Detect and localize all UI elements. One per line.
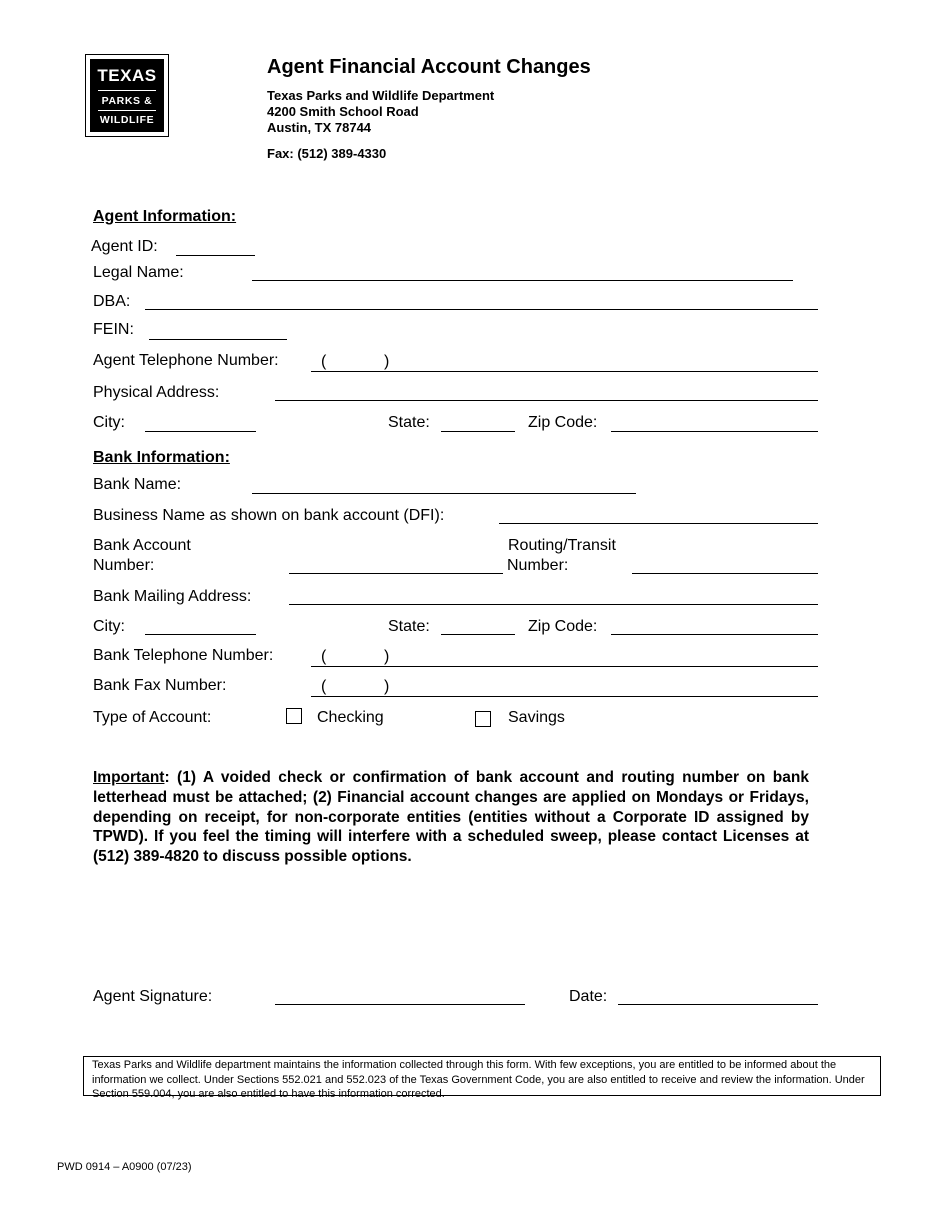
bank-fax-paren-close: ): [384, 678, 390, 695]
bank-city-label: City:: [93, 618, 125, 635]
agent-state-field[interactable]: [441, 431, 515, 432]
bank-city-field[interactable]: [145, 634, 256, 635]
account-type-label: Type of Account:: [93, 709, 212, 726]
city-state-zip: Austin, TX 78744: [267, 120, 372, 135]
bank-account-label-line1: Bank Account: [93, 537, 191, 554]
checking-label: Checking: [317, 709, 384, 726]
agent-phone-paren-close: ): [384, 353, 390, 370]
business-name-label: Business Name as shown on bank account (DFI):: [93, 507, 445, 524]
bank-info-heading: Bank Information:: [93, 449, 230, 466]
logo-rule: [98, 110, 156, 111]
agent-phone-paren-open: (: [321, 353, 327, 370]
bank-state-field[interactable]: [441, 634, 515, 635]
bank-mailing-address-field[interactable]: [289, 604, 818, 605]
bank-telephone-field[interactable]: [311, 666, 818, 667]
fein-field[interactable]: [149, 339, 287, 340]
logo-texas-text: TEXAS: [97, 66, 157, 85]
agent-city-label: City:: [93, 414, 125, 431]
bank-account-label-line2: Number:: [93, 557, 155, 574]
signature-date-field[interactable]: [618, 1004, 818, 1005]
important-text: : (1) A voided check or confirmation of bank account and routing number on bank letterhead must be attached; (2) Financial account changes are applied on Mondays or Fridays, depending on receipt, for non-corporate entities (entities without a Corporate ID assigned by TPWD). If you feel the timing will interfere with a scheduled sweep, please contact Licenses at (512) 389-4820 to discuss possible options.: [93, 769, 809, 866]
bank-name-label: Bank Name:: [93, 476, 182, 493]
logo-parks-text: PARKS &: [101, 95, 153, 107]
logo-wildlife-text: WILDLIFE: [99, 114, 155, 126]
routing-number-field[interactable]: [632, 573, 818, 574]
routing-label-line2: Number:: [507, 557, 569, 574]
bank-fax-paren-open: (: [321, 678, 327, 695]
fax-number: Fax: (512) 389-4330: [267, 146, 387, 161]
signature-date-label: Date:: [569, 988, 608, 1005]
bank-mailing-address-label: Bank Mailing Address:: [93, 588, 252, 605]
bank-state-label: State:: [388, 618, 430, 635]
physical-address-label: Physical Address:: [93, 384, 220, 401]
important-notice: [93, 768, 809, 867]
bank-zip-field[interactable]: [611, 634, 818, 635]
savings-label: Savings: [508, 709, 565, 726]
important-label: Important: [93, 769, 165, 786]
agent-signature-field[interactable]: [275, 1004, 525, 1005]
bank-name-field[interactable]: [252, 493, 636, 494]
bank-phone-paren-open: (: [321, 648, 327, 665]
routing-label-line1: Routing/Transit: [508, 537, 616, 554]
bank-phone-paren-close: ): [384, 648, 390, 665]
agent-zip-label: Zip Code:: [528, 414, 598, 431]
bank-telephone-label: Bank Telephone Number:: [93, 647, 274, 664]
agent-info-heading: Agent Information:: [93, 208, 237, 225]
agent-telephone-label: Agent Telephone Number:: [93, 352, 279, 369]
agent-signature-label: Agent Signature:: [93, 988, 213, 1005]
page-title: Agent Financial Account Changes: [267, 56, 591, 78]
agent-zip-field[interactable]: [611, 431, 818, 432]
department-name: Texas Parks and Wildlife Department: [267, 88, 495, 103]
logo-rule: [98, 90, 156, 91]
street-address: 4200 Smith School Road: [267, 104, 419, 119]
legal-name-field[interactable]: [252, 280, 793, 281]
agent-telephone-field[interactable]: [311, 371, 818, 372]
checking-checkbox[interactable]: [286, 708, 302, 724]
dba-label: DBA:: [93, 293, 131, 310]
privacy-notice: Texas Parks and Wildlife department maintains the information collected through this form. With few exceptions, you are entitled to be informed about the information we collect. Under Sections 552.021 and 552.023 of the Texas Government Code, you are also entitled to receive and review the information. Under Section 559.004, you are also entitled to have this information corrected.: [83, 1056, 881, 1096]
form-number: PWD 0914 – A0900 (07/23): [57, 1161, 192, 1173]
business-name-field[interactable]: [499, 523, 818, 524]
bank-fax-label: Bank Fax Number:: [93, 677, 227, 694]
agent-city-field[interactable]: [145, 431, 256, 432]
legal-name-label: Legal Name:: [93, 264, 184, 281]
dba-field[interactable]: [145, 309, 818, 310]
agent-state-label: State:: [388, 414, 430, 431]
logo-mark: [90, 59, 164, 132]
agent-id-label: Agent ID:: [91, 238, 158, 255]
bank-account-number-field[interactable]: [289, 573, 503, 574]
savings-checkbox[interactable]: [475, 711, 491, 727]
tpwd-logo: [85, 54, 169, 137]
bank-zip-label: Zip Code:: [528, 618, 598, 635]
agent-id-field[interactable]: [176, 255, 255, 256]
fein-label: FEIN:: [93, 321, 134, 338]
bank-fax-field[interactable]: [311, 696, 818, 697]
physical-address-field[interactable]: [275, 400, 818, 401]
